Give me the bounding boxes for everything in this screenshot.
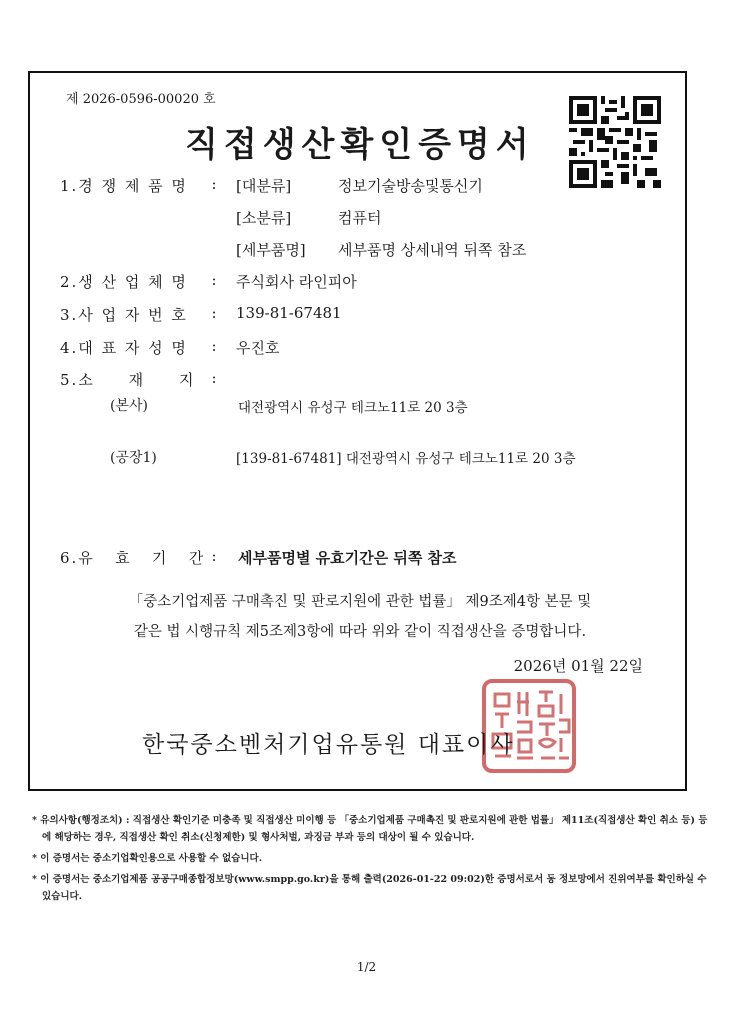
ceo-row — [60, 337, 228, 358]
issuer-name: 한국중소벤처기업유통원 대표이사 — [142, 732, 515, 758]
business-number: 139-81-67481 — [236, 304, 342, 322]
issue-date: 2026년 01월 22일 — [513, 657, 643, 675]
page-title: 직접생산확인증명서 — [185, 125, 535, 165]
category-major: 정보기술방송및통신기 — [338, 177, 483, 195]
address-label: 5.소 재 지 — [60, 371, 196, 389]
note-item: * 이 증명서는 중소기업제품 공공구매종합정보망(www.smpp.go.kr)을 통해 출력(2026-01-22 09:02)한 증명서로서 동 정보망에서 진위여부를 확인하실 수 있습니다. — [32, 874, 707, 902]
page-number: 1/2 — [356, 960, 377, 974]
bizno-row — [60, 304, 228, 325]
validity-label: 6.유 효 기 간 — [60, 549, 206, 567]
validity-value: 세부품명별 유효기간은 뒤쪽 참조 — [238, 549, 457, 567]
colon: : — [211, 271, 217, 289]
company-row — [60, 271, 228, 292]
product-row — [60, 175, 228, 196]
company-name: 주식회사 라인피아 — [236, 273, 357, 291]
law-text — [60, 587, 660, 647]
product-label: 1.경 쟁 제 품 명 — [60, 177, 188, 195]
category-minor: 컴퓨터 — [338, 209, 382, 227]
law-text-line1: 「중소기업제품 구매촉진 및 판로지원에 관한 법률」 제9조제4항 본문 및 — [128, 594, 592, 610]
colon: : — [211, 337, 217, 355]
category-detail-tag: [세부품명] — [236, 241, 306, 259]
colon: : — [211, 369, 217, 387]
factory-label: (공장1) — [110, 450, 157, 466]
certificate-number: 제 2026-0596-00020 호 — [66, 92, 216, 107]
validity-row — [60, 547, 228, 568]
note-item: * 유의사항(행정조치) : 직접생산 확인기준 미충족 및 직접생산 미이행 등 「중소기업제품 구매촉진 및 판로지원에 관한 법률」 제11조(직접생산 확인 취소 등) 등에 해당하는 경우, 직접생산 확인 취소(신청제한) 및 형사처벌, 과징금 부과 등의 대상이 될 수 있습니다. — [32, 815, 708, 843]
hq-address: 대전광역시 유성구 테크노11로 20 3층 — [238, 400, 468, 416]
colon: : — [211, 547, 217, 565]
category-detail: 세부품명 상세내역 뒤쪽 참조 — [338, 241, 527, 259]
hq-label: (본사) — [110, 398, 148, 414]
company-label: 2.생 산 업 체 명 — [60, 273, 188, 291]
ceo-name: 우진호 — [236, 339, 280, 357]
ceo-label: 4.대 표 자 성 명 — [60, 339, 188, 357]
notes-section — [32, 812, 712, 909]
address-row — [60, 369, 228, 390]
bizno-label: 3.사 업 자 번 호 — [60, 306, 188, 324]
colon: : — [211, 175, 217, 193]
law-text-line2: 같은 법 시행규칙 제5조제3항에 따라 위와 같이 직접생산을 증명합니다. — [133, 624, 587, 640]
qr-code-icon — [569, 96, 661, 188]
colon: : — [211, 304, 217, 322]
factory-address: [139-81-67481] 대전광역시 유성구 테크노11로 20 3층 — [236, 451, 576, 467]
category-major-tag: [대분류] — [236, 177, 292, 195]
category-minor-tag: [소분류] — [236, 209, 292, 227]
note-item: * 이 증명서는 중소기업확인용으로 사용할 수 없습니다. — [32, 853, 263, 864]
